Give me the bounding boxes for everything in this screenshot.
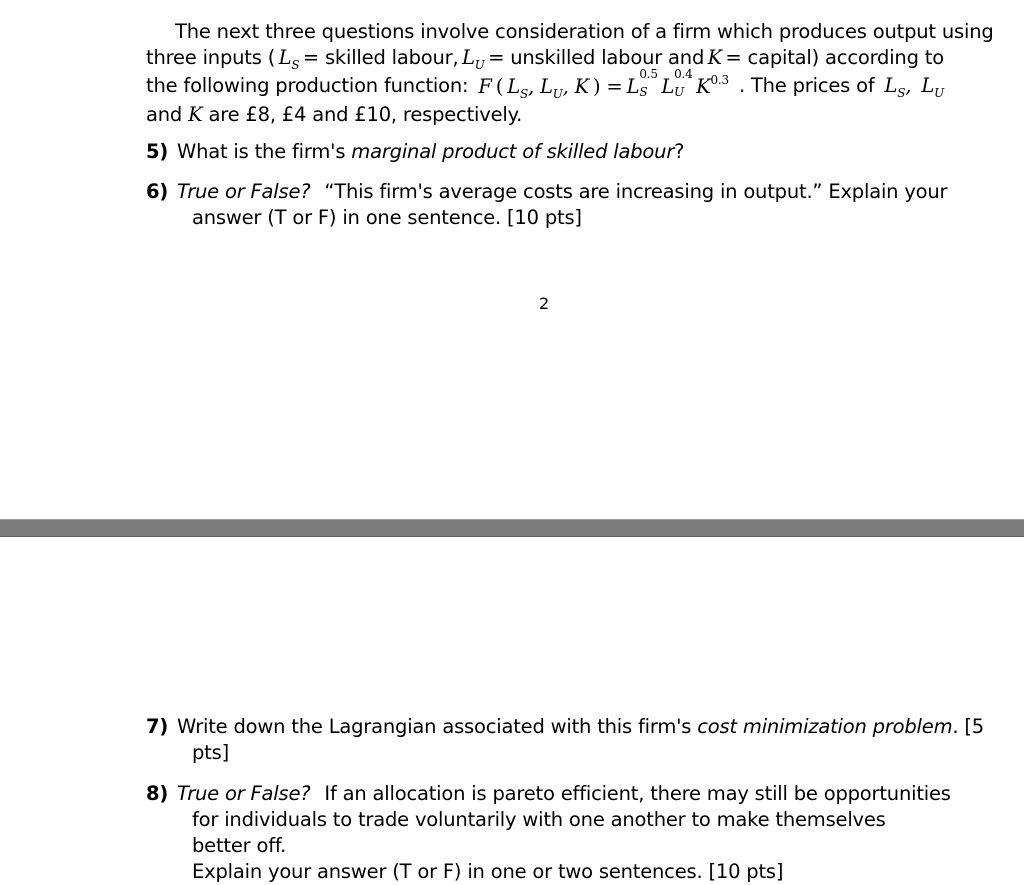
sub-s: S	[519, 87, 528, 101]
question-emphasis: cost minimization problem	[697, 715, 953, 738]
sym-k: K	[696, 75, 711, 98]
intro-line-4	[146, 102, 944, 128]
exp-s: 0.5	[639, 67, 658, 81]
question-text-line-3: Explain your answer (T or F) in one or two sentences. [10 pts]	[192, 860, 784, 883]
question-text-line-2: for individuals to trade voluntarily with one another to make themselves better off.	[192, 808, 886, 857]
question-8	[146, 781, 951, 885]
sym-l: L	[539, 75, 553, 98]
question-emphasis: True or False?	[177, 782, 311, 805]
question-number: 7)	[146, 715, 169, 738]
math-lu	[462, 45, 485, 73]
question-text: If an allocation is pareto efficient, there may still be opportunities	[324, 782, 951, 805]
question-6-line-1	[146, 179, 948, 205]
exp-stack-s	[639, 67, 661, 99]
exp-stack-u	[674, 67, 696, 99]
sym-l: L	[507, 75, 520, 98]
question-text-end: ?	[674, 140, 685, 163]
question-text: What is the firm's	[177, 140, 346, 163]
intro-line-1	[146, 19, 994, 45]
intro-line-2	[146, 45, 944, 73]
sym-f: F	[478, 75, 492, 98]
intro-text-2b: = skilled labour,	[302, 46, 459, 69]
sym-l: L	[278, 46, 292, 69]
question-number: 5)	[146, 140, 169, 163]
sym-k: K	[574, 75, 590, 98]
question-7	[146, 714, 984, 766]
question-text-end: . [5	[952, 715, 984, 738]
math-ls-2: $L_S$,	[884, 74, 912, 100]
question-text-line-2: pts]	[192, 741, 229, 764]
sym-l: L	[884, 74, 898, 97]
intro-line-3	[146, 67, 944, 102]
question-8-line-1	[146, 781, 951, 807]
question-emphasis: marginal product of skilled labour	[351, 140, 675, 163]
page-number: 2	[539, 294, 550, 313]
question-number: 8)	[146, 782, 169, 805]
sym-l: L	[626, 75, 640, 98]
question-text-line-2: answer (T or F) in one sentence. [10 pts]	[192, 206, 582, 229]
question-6-lead	[146, 179, 310, 205]
question-6	[146, 179, 948, 231]
intro-text-2a: three inputs (	[146, 46, 276, 69]
question-text: “This firm's average costs are increasing in output.” Explain your	[324, 180, 948, 203]
question-emphasis: True or False?	[177, 180, 311, 203]
sub-s: S	[639, 85, 648, 99]
math-k: K	[707, 46, 722, 69]
question-number: 6)	[146, 180, 169, 203]
intro-text-4b: are £8, £4 and £10, respectively.	[208, 103, 523, 126]
intro-text-2d: = capital) according to	[725, 46, 944, 69]
math-lu-2	[921, 73, 944, 102]
sym-l: L	[921, 74, 935, 97]
sub-u: U	[552, 87, 563, 101]
question-text: Write down the Lagrangian associated with this firm's	[177, 715, 692, 738]
question-7-line-1	[146, 714, 984, 740]
sub-u: U	[474, 58, 485, 72]
sub-s: S	[291, 58, 300, 72]
question-5	[146, 139, 944, 165]
intro-text-2c: = unskilled labour and	[488, 46, 705, 69]
question-8-lead	[146, 781, 310, 807]
sub-s: S	[897, 86, 906, 100]
math-ls	[279, 45, 300, 73]
intro-text-1: The next three questions involve consideration of a firm which produces output using	[175, 20, 994, 43]
page-separator	[0, 519, 1024, 537]
intro-paragraph	[146, 19, 994, 128]
sym-l: L	[661, 75, 675, 98]
intro-text-4a: and	[146, 103, 183, 126]
intro-text-3a: the following production function:	[146, 74, 469, 97]
question-7-body	[146, 714, 952, 740]
sub-u: U	[934, 86, 944, 100]
intro-text-3b: . The prices of	[738, 74, 875, 97]
math-k-2: K	[188, 103, 203, 126]
production-function: F ( $L_S$, $L_U$, K ) = L 0.5 S L 0.4 U $K^{0.3}$	[478, 73, 729, 102]
sub-u: U	[674, 85, 684, 99]
sym-l: L	[461, 46, 475, 69]
page-bottom	[0, 537, 1024, 883]
exp-k: 0.3	[710, 73, 729, 87]
exp-u: 0.4	[674, 67, 693, 81]
